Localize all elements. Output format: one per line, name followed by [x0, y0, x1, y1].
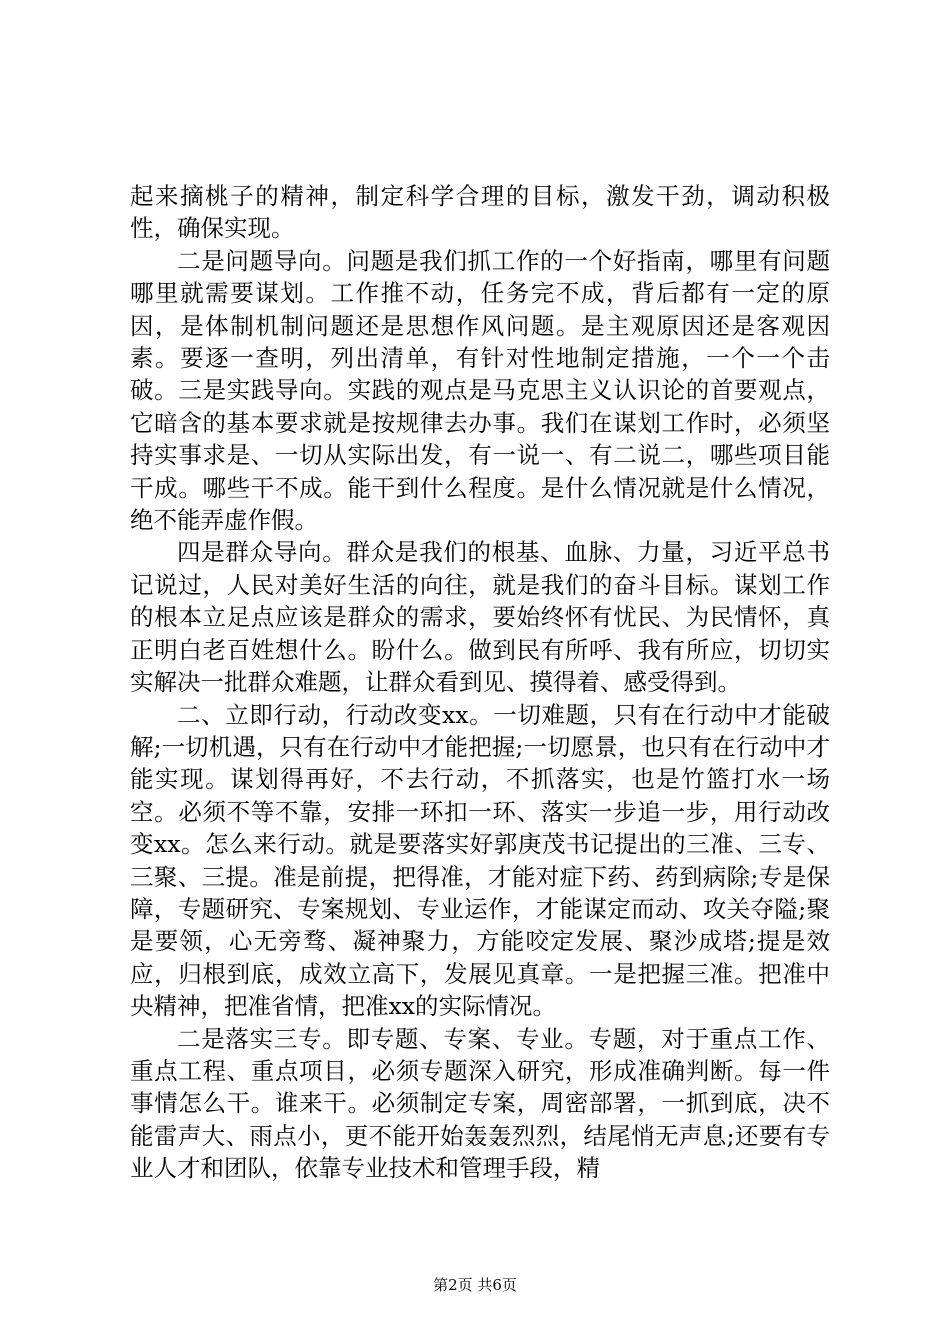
document-body [130, 180, 830, 1185]
paragraph-p2: 二是问题导向。问题是我们抓工作的一个好指南，哪里有问题哪里就需要谋划。工作推不动，任务完不成，背后都有一定的原因，是体制机制问题还是思想作风问题。是主观原因还是客观因素。要逐一查明，列出清单，有针对性地制定措施，一个一个击破。三是实践导向。实践的观点是马克思主义认识论的首要观点，它暗含的基本要求就是按规律去办事。我们在谋划工作时，必须坚持实事求是、一切从实际出发，有一说一、有二说二，哪些项目能干成。哪些干不成。能干到什么程度。是什么情况就是什么情况，绝不能弄虚作假。 [130, 246, 830, 535]
page-footer [0, 1275, 950, 1295]
paragraph-p4: 二、立即行动，行动改变xx。一切难题，只有在行动中才能破解;一切机遇，只有在行动中才能把握;一切愿景，也只有在行动中才能实现。谋划得再好，不去行动，不抓落实，也是竹篮打水一场空。必须不等不靠，安排一环扣一环、落实一步追一步，用行动改变xx。怎么来行动。就是要落实好郭庚茂书记提出的三准、三专、三聚、三提。准是前提，把得准，才能对症下药、药到病除;专是保障，专题研究、专案规划、专业运作，才能谋定而动、攻关夺隘;聚是要领，心无旁骛、凝神聚力，方能咬定发展、聚沙成塔;提是效应，归根到底，成效立高下，发展见真章。一是把握三准。把准中央精神，把准省情，把准xx的实际情况。 [130, 700, 830, 1021]
paragraph-p5: 二是落实三专。即专题、专案、专业。专题，对于重点工作、重点工程、重点项目，必须专题深入研究，形成准确判断。每一件事情怎么干。谁来干。必须制定专案，周密部署，一抓到底，决不能雷声大、雨点小，更不能开始轰轰烈烈，结尾悄无声息;还要有专业人才和团队，依靠专业技术和管理手段，精 [130, 1024, 830, 1183]
page-number-label: 第2页 共6页 [433, 1276, 517, 1294]
paragraph-p3: 四是群众导向。群众是我们的根基、血脉、力量，习近平总书记说过，人民对美好生活的向往，就是我们的奋斗目标。谋划工作的根本立足点应该是群众的需求，要始终怀有忧民、为民情怀，真正明白老百姓想什么。盼什么。做到民有所呼、我有所应，切切实实解决一批群众难题，让群众看到见、摸得着、感受得到。 [130, 538, 830, 697]
paragraph-p1: 起来摘桃子的精神，制定科学合理的目标，激发干劲，调动积极性，确保实现。 [130, 182, 830, 243]
